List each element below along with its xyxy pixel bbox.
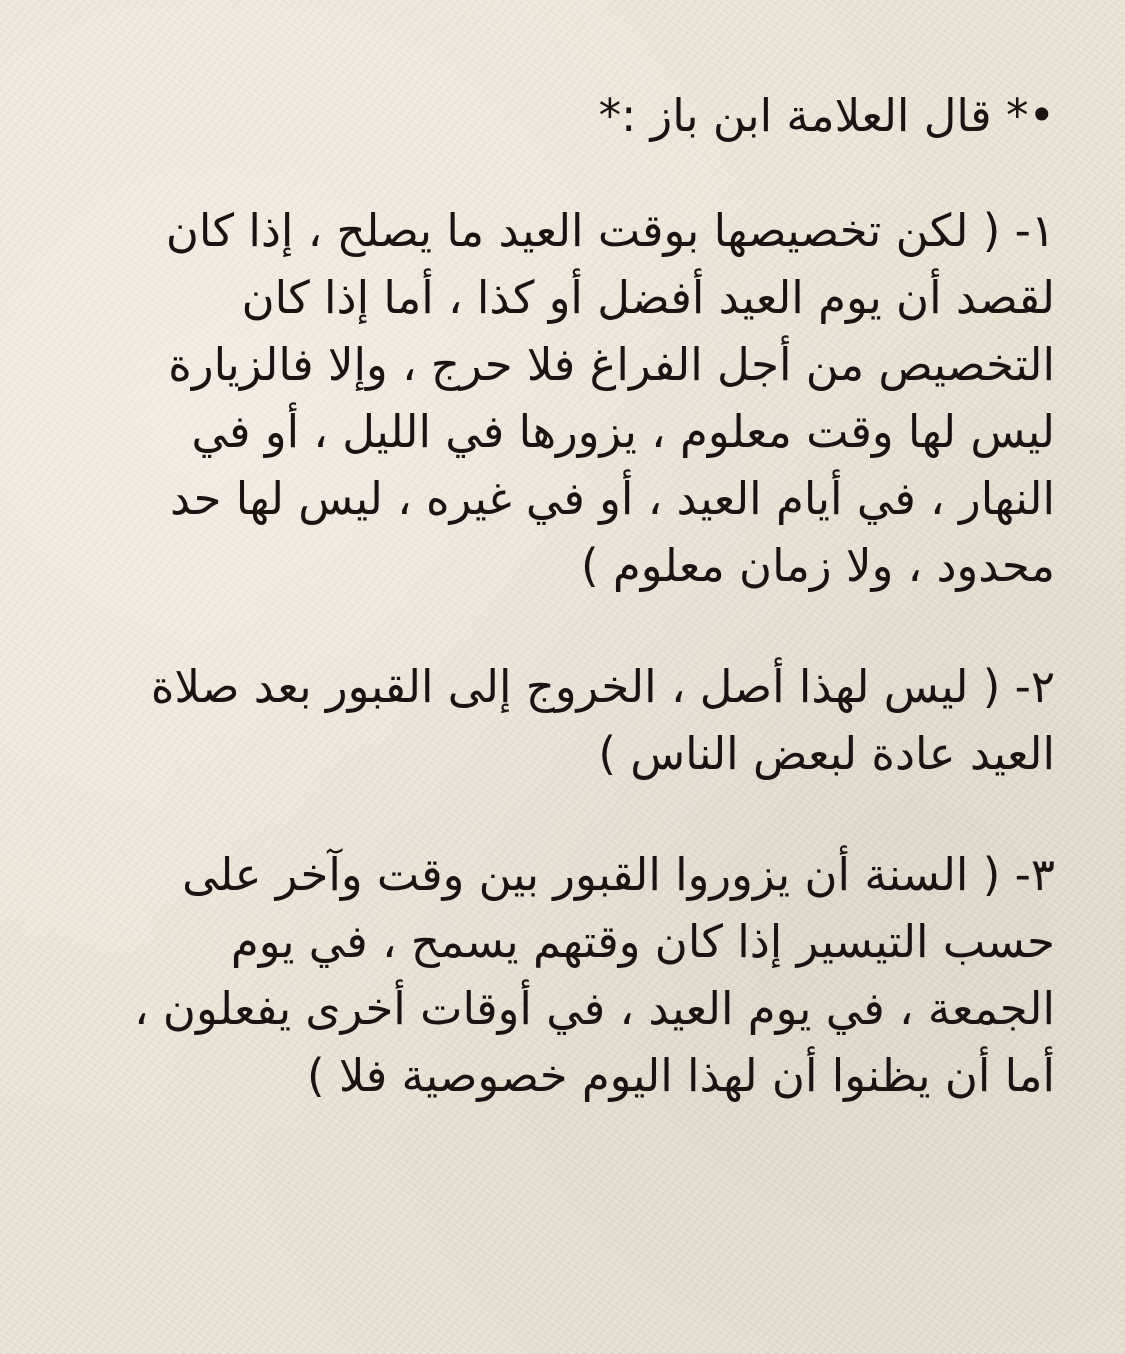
quote-line: لقصد أن يوم العيد أفضل أو كذا ، أما إذا كان bbox=[241, 271, 1055, 324]
quote-item-2 bbox=[70, 653, 1055, 787]
quote-line: العيد عادة لبعض الناس ) bbox=[598, 727, 1055, 780]
quote-line: حسب التيسير إذا كان وقتهم يسمح ، في يوم bbox=[230, 915, 1055, 968]
quote-line: النهار ، في أيام العيد ، أو في غيره ، ليس لها حد bbox=[170, 472, 1055, 525]
quote-line: ٣- ( السنة أن يزوروا القبور بين وقت وآخر على bbox=[182, 848, 1055, 901]
quote-line: ١- ( لكن تخصيصها بوقت العيد ما يصلح ، إذا كان bbox=[165, 204, 1055, 257]
quote-item-1 bbox=[70, 197, 1055, 599]
quote-line: ٢- ( ليس لهذا أصل ، الخروج إلى القبور بعد صلاة bbox=[150, 660, 1055, 713]
quote-line: محدود ، ولا زمان معلوم ) bbox=[581, 539, 1055, 592]
quote-line: أما أن يظنوا أن لهذا اليوم خصوصية فلا ) bbox=[306, 1049, 1055, 1102]
quote-item-3 bbox=[70, 841, 1055, 1109]
quote-line: ليس لها وقت معلوم ، يزورها في الليل ، أو في bbox=[191, 405, 1055, 458]
quote-line: التخصيص من أجل الفراغ فلا حرج ، وإلا فالزيارة bbox=[168, 338, 1055, 391]
quote-line: الجمعة ، في يوم العيد ، في أوقات أخرى يفعلون ، bbox=[134, 982, 1055, 1035]
quote-text-block bbox=[70, 82, 1055, 1163]
quote-heading: •* قال العلامة ابن باز :* bbox=[598, 89, 1055, 142]
